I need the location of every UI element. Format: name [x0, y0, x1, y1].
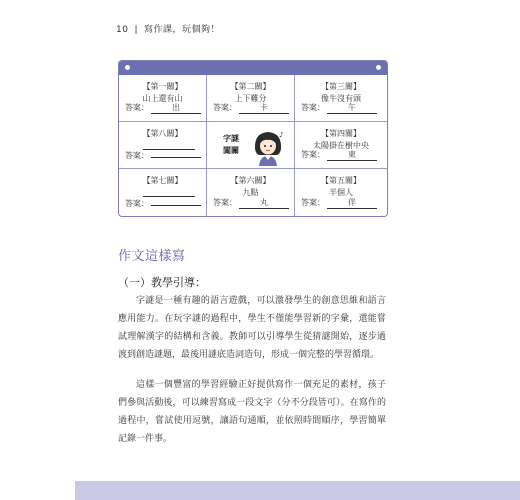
binder-hole-right: [376, 65, 381, 70]
answer-line: [125, 102, 201, 114]
answer-blank[interactable]: [151, 205, 201, 206]
section-title: 作文這樣寫: [118, 249, 186, 264]
riddle-title: 【第一關】: [142, 82, 183, 91]
riddle-cell-6: [207, 169, 295, 216]
answer-line: [213, 197, 289, 209]
riddle-cell-5: [295, 169, 387, 216]
center-label-line1: 字謎: [223, 134, 239, 143]
riddle-title: 【第三關】: [321, 82, 361, 91]
riddle-cell-1: [119, 75, 207, 122]
svg-text:♪: ♪: [279, 131, 284, 139]
riddle-clue: 山上還有山: [142, 94, 183, 103]
riddle-clue: 九點: [242, 188, 259, 197]
running-title: 寫作課，玩個夠！: [144, 25, 221, 35]
paragraph-2: 這樣一個豐富的學習經驗正好提供寫作一個充足的素材，孩子們參與活動後，可以練習寫成一段文字（分不分段皆可）。在寫作的過程中，嘗試使用逗號，讓語句通順，並依照時間順序，學習簡單記錄一件事。: [118, 380, 386, 444]
binder-hole-left: [125, 65, 130, 70]
riddle-title: 【第八關】: [142, 129, 183, 138]
subsection-title: （一）教學引導：: [118, 276, 206, 289]
riddle-cell-4: [295, 122, 387, 169]
riddle-title: 【第七關】: [142, 176, 183, 185]
riddle-card: [118, 60, 388, 217]
center-label: [217, 133, 245, 157]
center-label-line2: 闖關: [223, 146, 239, 155]
riddle-title: 【第五關】: [321, 176, 361, 185]
riddle-center-cell: [207, 122, 295, 169]
riddle-title: 【第二關】: [230, 82, 271, 91]
riddle-grid: [119, 75, 387, 216]
answer-prefix: 答案：: [213, 198, 237, 207]
answer-blank[interactable]: 丸: [239, 198, 289, 209]
riddle-clue: 半個人: [329, 188, 353, 197]
answer-prefix: 答案：: [125, 199, 149, 208]
answer-prefix: 答案：: [301, 103, 325, 112]
answer-blank[interactable]: 伴: [327, 198, 377, 209]
answer-blank[interactable]: 卡: [239, 103, 289, 114]
answer-line: [301, 197, 377, 209]
answer-prefix: 答案：: [125, 103, 149, 112]
riddle-title: 【第四關】: [321, 129, 361, 138]
riddle-cell-3: [295, 75, 387, 122]
footer-band: [75, 481, 520, 500]
clue-blank[interactable]: [143, 196, 195, 197]
riddle-clue: 上下難分: [234, 94, 267, 103]
riddle-cell-8: [119, 122, 207, 169]
thinking-girl-illustration: [249, 128, 287, 166]
card-header-band: [119, 61, 387, 75]
answer-line: [125, 198, 201, 209]
answer-line: [213, 102, 289, 114]
answer-blank[interactable]: [151, 157, 201, 158]
riddle-clue: 太陽掛在樹中央: [313, 141, 369, 150]
answer-prefix: 答案：: [301, 198, 325, 207]
answer-prefix: 答案：: [125, 151, 149, 160]
riddle-cell-2: [207, 75, 295, 122]
riddle-clue: 像牛沒有頭: [321, 94, 361, 103]
riddle-title: 【第六關】: [230, 176, 271, 185]
header-separator: |: [134, 25, 138, 35]
page-header: [116, 22, 220, 35]
answer-blank[interactable]: 午: [327, 103, 377, 114]
paragraph-1: 字謎是一種有趣的語言遊戲，可以激發學生的創意思維和語言應用能力。在玩字謎的過程中，學生不僅能學習新的字彙，還能嘗試理解漢字的結構和含義。教師可以引導學生從猜謎開始，逐步過渡到創造謎題，最後用謎底造詞造句，形成一個完整的學習循環。: [118, 296, 386, 360]
answer-prefix: 答案：: [301, 150, 325, 159]
answer-prefix: 答案：: [213, 103, 237, 112]
riddle-cell-7: [119, 169, 207, 216]
answer-blank[interactable]: 出: [151, 103, 201, 114]
page-number: 10: [116, 25, 129, 35]
answer-line: [301, 149, 377, 161]
answer-line: [301, 102, 377, 114]
answer-blank[interactable]: 東: [327, 150, 377, 161]
answer-line: [125, 150, 201, 161]
